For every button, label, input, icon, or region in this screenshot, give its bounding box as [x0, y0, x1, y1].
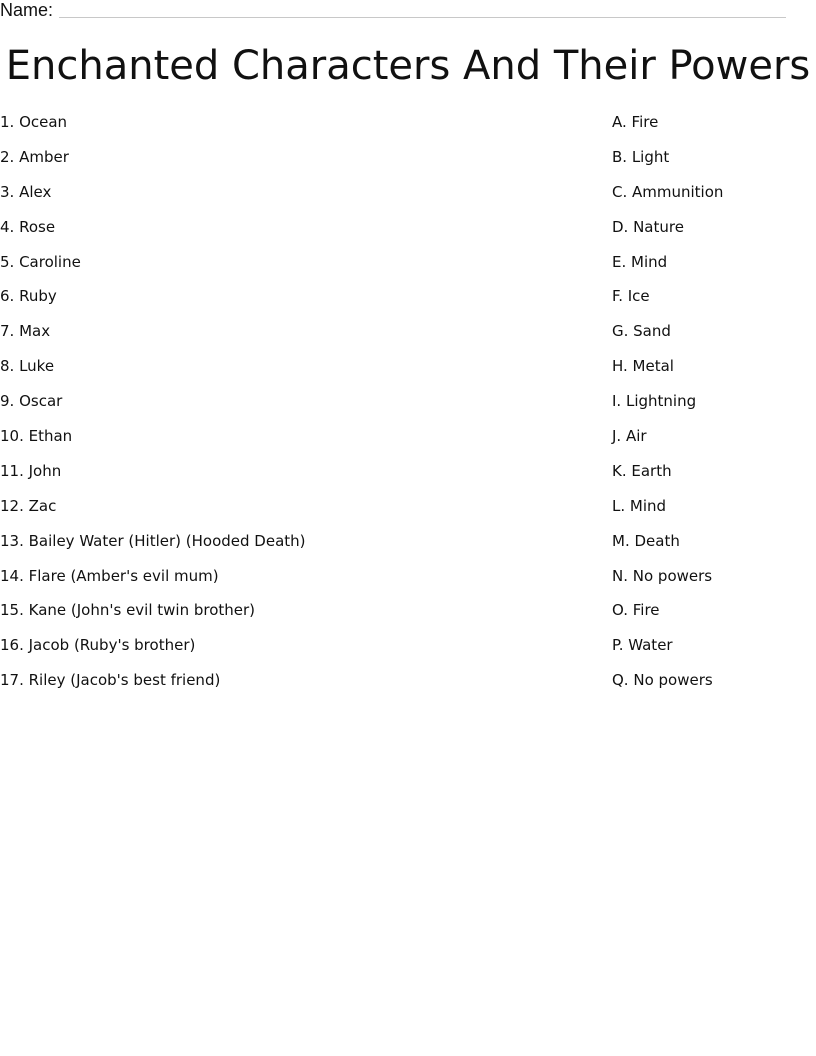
character-item: 16. Jacob (Ruby's brother) [0, 636, 196, 655]
character-item: 4. Rose [0, 217, 56, 236]
character-item: 5. Caroline [0, 252, 81, 271]
power-item: H. Metal [612, 357, 674, 376]
character-item: 13. Bailey Water (Hitler) (Hooded Death) [0, 531, 306, 550]
power-item: B. Light [612, 147, 670, 166]
character-item: 1. Ocean [0, 113, 68, 131]
character-item: 17. Riley (Jacob's best friend) [0, 671, 221, 690]
power-item: L. Mind [612, 496, 667, 515]
power-item: P. Water [612, 636, 673, 655]
character-item: 2. Amber [0, 147, 69, 166]
name-label: Name: [0, 0, 54, 20]
character-item: 10. Ethan [0, 427, 73, 446]
character-item: 12. Zac [0, 496, 57, 515]
power-item: C. Ammunition [612, 182, 724, 201]
character-item: 7. Max [0, 322, 51, 341]
character-item: 8. Luke [0, 357, 55, 376]
character-item: 14. Flare (Amber's evil mum) [0, 566, 219, 585]
power-item: Q. No powers [612, 671, 713, 690]
character-item: 3. Alex [0, 182, 52, 201]
name-row [0, 0, 786, 20]
power-item: A. Fire [612, 113, 659, 131]
character-item: 15. Kane (John's evil twin brother) [0, 601, 256, 620]
character-item: 11. John [0, 461, 62, 480]
power-item: F. Ice [612, 287, 650, 306]
power-item: K. Earth [612, 461, 672, 480]
power-item: G. Sand [612, 322, 671, 341]
powers-list [612, 112, 812, 705]
power-item: D. Nature [612, 217, 684, 236]
name-line [59, 17, 786, 18]
power-item: M. Death [612, 531, 680, 550]
character-item: 9. Oscar [0, 392, 63, 411]
character-item: 6. Ruby [0, 287, 57, 306]
power-item: N. No powers [612, 566, 713, 585]
characters-list [0, 112, 560, 705]
power-item: E. Mind [612, 252, 668, 271]
page-title: Enchanted Characters And Their Powers [5, 43, 811, 89]
power-item: I. Lightning [612, 392, 697, 411]
power-item: O. Fire [612, 601, 660, 620]
power-item: J. Air [612, 427, 647, 446]
